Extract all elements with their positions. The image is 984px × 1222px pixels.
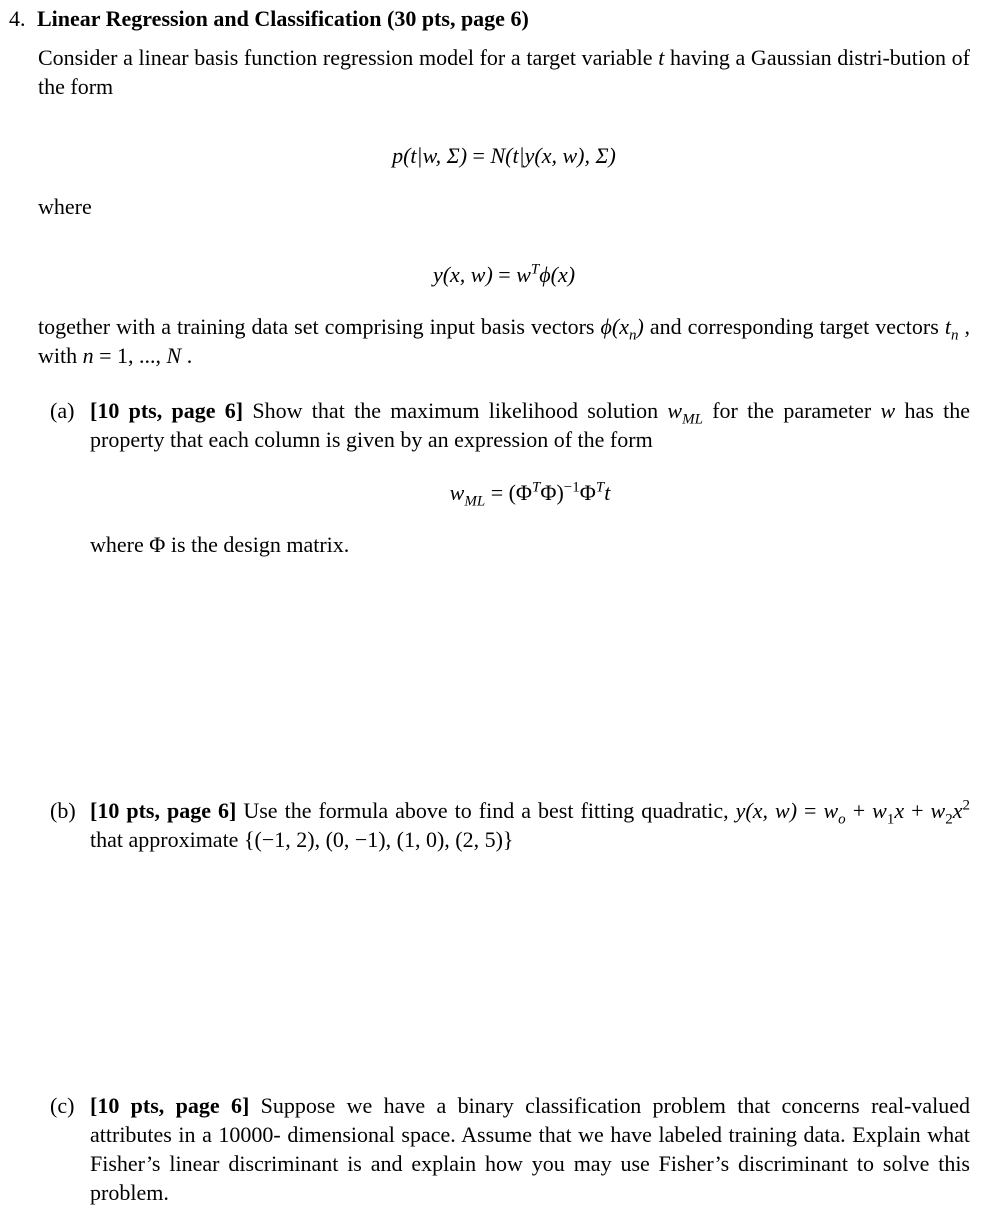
part-b-points: {(−1, 2), (0, −1), (1, 0), (2, 5)} [243, 827, 514, 852]
part-b-text-2: that approximate [90, 827, 244, 852]
eq2-rhs: ϕ(x) [539, 262, 576, 287]
eq1-equals: = [467, 143, 491, 168]
part-a-header: [10 pts, page 6] [90, 398, 244, 423]
part-b-w1: w [872, 798, 887, 823]
part-a-text-2: for the parameter [702, 398, 881, 423]
part-b-sup-2: 2 [962, 797, 970, 814]
intro-var-t: t [658, 45, 665, 70]
part-b-equals: = [797, 798, 824, 823]
normal-eq-phi: Φ [579, 480, 596, 505]
eq2-w: w [516, 262, 531, 287]
part-b-plus-2: + [904, 798, 931, 823]
part-b-plus-1: + [845, 798, 873, 823]
together-sub-n2: n [950, 327, 959, 344]
part-b-sub-o: o [838, 811, 846, 828]
part-c-header: [10 pts, page 6] [90, 1093, 250, 1118]
part-a-where-2: is the design matrix. [165, 532, 350, 557]
where-label: where [38, 194, 92, 219]
together-range: = 1, ..., [93, 343, 167, 368]
part-c-text: Suppose we have a binary classification problem that concerns real-valued attributes in a 10000- dimensional space. Assume that we have labeled training data. Explain what Fisher’s linear discriminant is and explain how you may use Fisher’s discriminant to solve this problem. [90, 1093, 971, 1205]
together-N: N [166, 343, 182, 368]
part-b-x2: x [952, 798, 963, 823]
section-title: Linear Regression and Classification (30 pts, page 6) [37, 6, 529, 31]
eq1-lhs: p(t|w, Σ) [392, 143, 468, 168]
section-number: 4. [9, 6, 26, 31]
part-b-w2: w [930, 798, 946, 823]
together-n: n [82, 343, 94, 368]
part-b-y: y(x, w) [735, 798, 798, 823]
eq1-rhs: N(t|y(x, w), Σ) [490, 143, 616, 168]
normal-eq-equals: = (Φ [485, 480, 533, 505]
together-sub-n: n [629, 327, 637, 344]
together-phi: ϕ(x [600, 314, 630, 339]
part-a-where [90, 530, 349, 559]
part-c-question [90, 1091, 970, 1207]
together-t: t [944, 314, 951, 339]
part-a-question [90, 396, 970, 454]
normal-eq-sub: ML [464, 493, 486, 510]
part-b-text-1: Use the formula above to find a best fitting quadratic, [236, 798, 736, 823]
training-data-paragraph [38, 312, 970, 370]
part-b-w0: w [823, 798, 839, 823]
together-close-paren: ) [636, 314, 644, 339]
part-b-question [90, 796, 970, 854]
equation-normal [90, 478, 970, 510]
eq2-equals: = [492, 262, 517, 287]
together-end: . [181, 343, 193, 368]
intro-text-2: having a Gaussian distri-bution of the form [38, 45, 970, 99]
intro-paragraph [38, 43, 970, 101]
together-text-3: , with [38, 314, 970, 368]
part-b-sub-2: 2 [945, 811, 953, 828]
part-a-phi: Φ [149, 532, 166, 557]
intro-text-1: Consider a linear basis function regression model for a target variable [38, 45, 659, 70]
part-a-where-1: where [90, 532, 150, 557]
part-a-w2: w [880, 398, 896, 423]
part-a-sub-ml: ML [682, 411, 703, 428]
normal-eq-t1: T [532, 479, 541, 496]
equation-gaussian [0, 141, 984, 170]
eq2-transpose: T [530, 261, 540, 278]
normal-eq-inverse: −1 [563, 479, 580, 496]
normal-eq-mid: Φ) [540, 480, 564, 505]
together-text-1: together with a training data set comprising input basis vectors [38, 314, 601, 339]
eq2-lhs: y(x, w) [432, 262, 493, 287]
part-b-label: (b) [50, 798, 76, 823]
part-a-text-1: Show that the maximum likelihood solution [243, 398, 668, 423]
normal-eq-w: w [449, 480, 465, 505]
part-a-text-3: has the property that each column is given by an expression of the form [90, 398, 970, 452]
part-b-sub-1: 1 [886, 811, 895, 828]
normal-eq-t2: T [595, 479, 605, 496]
together-text-2: and corresponding target vectors [643, 314, 945, 339]
normal-eq-t: t [604, 480, 611, 505]
part-b-header: [10 pts, page 6] [90, 798, 237, 823]
part-c-label: (c) [50, 1093, 75, 1118]
part-b-x1: x [894, 798, 905, 823]
part-a-label: (a) [50, 398, 75, 423]
section-heading [9, 4, 969, 33]
equation-model [0, 260, 984, 289]
part-a-w: w [667, 398, 683, 423]
